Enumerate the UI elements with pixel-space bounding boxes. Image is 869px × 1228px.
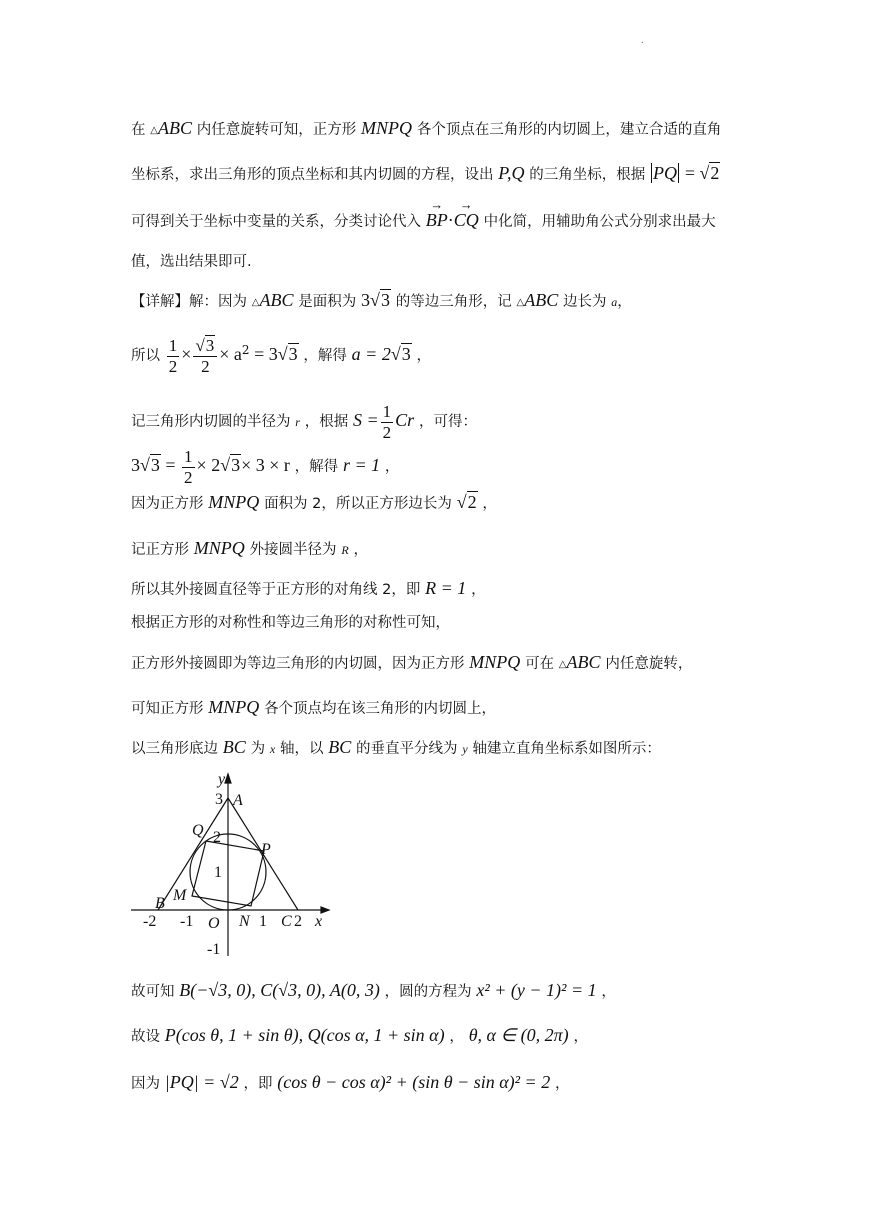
math-a: a — [611, 295, 618, 309]
line-6 — [131, 336, 431, 376]
page-dot-mark: . — [641, 36, 644, 45]
math-sqrt3: 3 — [380, 290, 390, 310]
sqrt-sign: √ — [195, 336, 205, 355]
line-17 — [131, 1025, 588, 1047]
fraction-half — [182, 447, 195, 487]
text: 边长为 — [562, 294, 607, 310]
math-sqrt: √ — [220, 455, 231, 476]
text: 根据正方形的对称性和等边三角形的对称性可知， — [131, 615, 450, 631]
text: 故可知 — [131, 984, 175, 1000]
text: 内任意旋转可知，正方形 — [196, 122, 357, 138]
math-cr: Cr — [395, 410, 415, 431]
text: 各个顶点均在该三角形的内切圆上， — [264, 701, 497, 717]
math-sqrt: √ — [390, 344, 401, 365]
text: 因为 — [131, 1076, 160, 1092]
text: ，圆的方程为 — [384, 984, 472, 1000]
line-16 — [131, 980, 616, 1002]
numerator: 1 — [382, 402, 392, 421]
numerator: 1 — [184, 447, 193, 466]
math-times-2: × 2 — [196, 455, 221, 476]
math-sqrt3: 3 — [401, 344, 411, 365]
line-11 — [131, 578, 486, 600]
text: ， — [573, 1029, 588, 1045]
math-sqrt: √ — [277, 344, 288, 365]
text: ， — [384, 459, 400, 476]
tick-y2: 2 — [213, 829, 221, 846]
math-sqrt: √ — [456, 492, 467, 512]
text: 记三角形内切圆的半径为 — [131, 414, 291, 431]
text: 的等边三角形，记 — [395, 294, 512, 310]
text: 可在 — [525, 656, 555, 672]
math-r-big: R — [341, 543, 349, 557]
triangle-symbol: △ — [516, 297, 525, 308]
label-p: P — [261, 841, 271, 858]
text: ，解得 — [303, 348, 347, 365]
math-r-big-value: R = 1 — [425, 578, 467, 598]
text: 故设 — [131, 1029, 160, 1045]
abs-bar — [651, 163, 652, 183]
text: 可得到关于坐标中变量的关系，分类讨论代入 — [131, 214, 421, 230]
math-r-value: r = 1 — [342, 455, 381, 476]
exponent: 2 — [241, 343, 250, 358]
text: 因为正方形 — [131, 496, 204, 512]
label-c: C — [281, 913, 292, 930]
text: ，即 — [243, 1076, 273, 1092]
math-mnpq: MNPQ — [208, 492, 260, 512]
line-13 — [131, 652, 692, 674]
math-y: y — [462, 742, 468, 756]
text: 面积为 2，所以正方形边长为 — [264, 496, 452, 512]
math-times-rest: × 3 × r — [241, 455, 290, 476]
label-x: x — [315, 913, 323, 930]
text: 各个顶点在三角形的内切圆上，建立合适的直角 — [416, 122, 722, 138]
triangle-symbol: △ — [558, 659, 567, 670]
math-pq-def: P(cos θ, 1 + sin θ), Q(cos α, 1 + sin α) — [164, 1025, 445, 1045]
text: ， — [471, 582, 486, 598]
math-sqrt: √ — [370, 290, 380, 310]
text: 外接圆半径为 — [249, 542, 337, 558]
math-three: 3 — [361, 290, 371, 310]
math-s: S = — [353, 410, 379, 431]
denominator: 2 — [168, 356, 178, 376]
line-1 — [131, 118, 721, 140]
denominator: 2 — [382, 422, 392, 442]
label-b: B — [155, 895, 165, 912]
math-sqrt2: 2 — [467, 492, 477, 512]
text: ， — [416, 348, 431, 365]
tick-y3: 3 — [215, 791, 223, 808]
math-sqrt3: 3 — [150, 455, 160, 476]
coordinate-figure — [131, 768, 341, 960]
vector-bp: → BP — [426, 210, 448, 232]
math-a-sq: × a — [219, 344, 242, 365]
math-sqrt3: 3 — [231, 455, 241, 476]
denominator: 2 — [201, 356, 210, 376]
math-abc: ABC — [259, 290, 294, 310]
label-q: Q — [192, 822, 204, 839]
line-14 — [131, 697, 496, 719]
text: ， — [353, 542, 368, 558]
fraction-half — [381, 402, 394, 442]
numerator-value: 3 — [205, 336, 215, 355]
math-abc: ABC — [157, 118, 192, 138]
text: 可知正方形 — [131, 701, 204, 717]
text: 轴建立直角坐标系如图所示： — [472, 741, 661, 757]
math-bc: BC — [222, 737, 246, 757]
math-abc: ABC — [524, 290, 559, 310]
text: 内任意旋转， — [605, 656, 693, 672]
text: 为 — [250, 741, 266, 757]
text: 【详解】解：因为 — [131, 294, 247, 310]
math-eq: = — [684, 163, 700, 183]
text: 记正方形 — [131, 542, 189, 558]
text: 所以 — [131, 348, 160, 365]
tick-x2: 2 — [294, 913, 302, 930]
text: ， — [554, 1076, 570, 1092]
line-15 — [131, 737, 661, 759]
text: 在 — [131, 122, 146, 138]
line-10 — [131, 538, 368, 560]
text: 的三角坐标，根据 — [529, 167, 646, 183]
tick-ym1: -1 — [207, 941, 221, 958]
label-m: M — [173, 887, 187, 904]
line-12 — [131, 613, 450, 632]
line-9 — [131, 492, 497, 514]
math-mnpq: MNPQ — [469, 652, 521, 672]
math-sqrt3: 3 — [288, 344, 298, 365]
numerator: 1 — [168, 336, 178, 355]
text: 正方形外接圆即为等边三角形的内切圆，因为正方形 — [131, 656, 465, 672]
math-abc: ABC — [566, 652, 601, 672]
text: 的垂直平分线为 — [356, 741, 458, 757]
label-y: y — [218, 771, 226, 788]
denominator: 2 — [184, 467, 193, 487]
text: 以三角形底边 — [131, 741, 218, 757]
numerator — [193, 336, 217, 357]
tick-xm2: -2 — [143, 913, 157, 930]
math-eq: = — [160, 455, 181, 476]
text: 坐标系，求出三角形的顶点坐标和其内切圆的方程，设出 — [131, 167, 494, 183]
text: ， — [449, 1029, 464, 1045]
math-pq-eq: |PQ| = √2 — [164, 1072, 239, 1092]
math-mnpq: MNPQ — [208, 697, 260, 717]
triangle-symbol: △ — [251, 297, 260, 308]
line-7 — [131, 402, 477, 442]
text: ，可得： — [418, 414, 477, 431]
tick-x1: 1 — [259, 913, 267, 930]
line-5 — [131, 290, 632, 312]
math-dist-eq: (cos θ − cos α)² + (sin θ − sin α)² = 2 — [277, 1072, 551, 1092]
fraction-sqrt3-half — [193, 336, 217, 376]
y-axis-arrow — [225, 774, 231, 783]
math-circle-eq: x² + (y − 1)² = 1 — [476, 980, 597, 1000]
math-bc: BC — [328, 737, 352, 757]
text: 值，选出结果即可. — [131, 254, 252, 270]
math-pq-abs: PQ — [653, 163, 678, 183]
math-sqrt: √ — [140, 455, 150, 476]
text: 是面积为 — [298, 294, 357, 310]
math-mnpq: MNPQ — [361, 118, 413, 138]
x-axis-arrow — [321, 907, 329, 913]
math-sqrt2: 2 — [710, 163, 720, 183]
text: ， — [482, 496, 497, 512]
text: 所以其外接圆直径等于正方形的对角线 2，即 — [131, 582, 421, 598]
line-3 — [131, 210, 716, 232]
comma: ， — [617, 294, 632, 310]
abs-bar — [678, 163, 679, 183]
text: ， — [601, 984, 616, 1000]
line-2 — [131, 163, 720, 185]
math-times: × — [181, 344, 192, 365]
math-eq: = 3 — [249, 344, 278, 365]
math-pq: P,Q — [498, 163, 525, 183]
math-a-value: a = 2 — [351, 344, 391, 365]
fraction-half — [167, 336, 180, 376]
math-r: r — [295, 415, 300, 430]
line-18 — [131, 1072, 569, 1094]
tick-xm1: -1 — [180, 913, 194, 930]
tick-y1: 1 — [214, 864, 222, 881]
math-coords: B(−√3, 0), C(√3, 0), A(0, 3) — [179, 980, 380, 1000]
text: 轴，以 — [279, 741, 324, 757]
line-4 — [131, 252, 252, 271]
label-n: N — [239, 913, 250, 930]
label-o: O — [208, 915, 220, 932]
label-a: A — [233, 792, 243, 809]
text: ，解得 — [294, 459, 339, 476]
text: ，根据 — [304, 414, 349, 431]
math-x: x — [269, 742, 276, 756]
triangle-symbol: △ — [150, 125, 158, 136]
line-8 — [131, 447, 399, 487]
math-sqrt: √ — [699, 163, 710, 183]
math-mnpq: MNPQ — [193, 538, 245, 558]
vector-cq: → CQ — [454, 210, 479, 232]
text: 中化简，用辅助角公式分别求出最大 — [483, 214, 716, 230]
math-dot: · — [447, 210, 454, 230]
math-domain: θ, α ∈ (0, 2π) — [468, 1025, 569, 1045]
math-three: 3 — [131, 455, 140, 476]
